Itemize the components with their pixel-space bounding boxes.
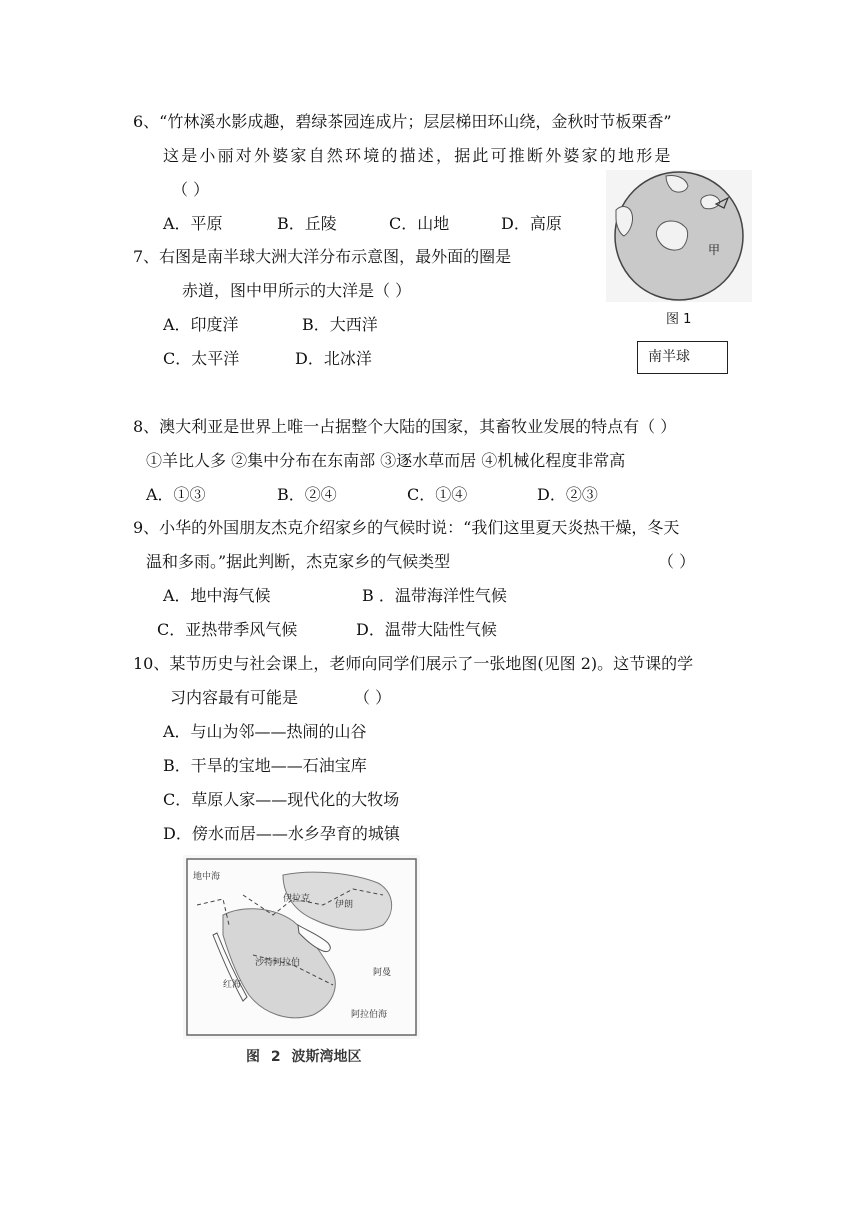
q10-option-d: D．傍水而居——水乡孕育的城镇 bbox=[163, 824, 400, 843]
q8-stem-line1: 8、澳大利亚是世界上唯一占据整个大陆的国家，其畜牧业发展的特点有（ ） bbox=[133, 417, 677, 436]
q8-option-b: B．②④ bbox=[277, 485, 337, 504]
q8-option-d: D．②③ bbox=[537, 485, 598, 504]
q10-option-c: C．草原人家——现代化的大牧场 bbox=[163, 790, 400, 809]
q6-option-d: D．高原 bbox=[501, 214, 562, 233]
fig2-caption: 图 2 波斯湾地区 bbox=[246, 1049, 362, 1065]
fig1-label-jia: 甲 bbox=[708, 243, 721, 257]
q9-stem-line2: 温和多雨。”据此判断，杰克家乡的气候类型 bbox=[146, 552, 451, 571]
q8-option-a: A．①③ bbox=[146, 485, 206, 504]
q9-option-b: B ．温带海洋性气候 bbox=[362, 586, 507, 605]
q7-option-c: C．太平洋 bbox=[163, 349, 240, 368]
q7-option-a: A．印度洋 bbox=[163, 315, 239, 334]
q7-option-b: B．大西洋 bbox=[302, 315, 378, 334]
q9-option-c: C．亚热带季风气候 bbox=[157, 620, 298, 639]
map-label-mediterranean: 地中海 bbox=[193, 872, 221, 882]
q9-answer-blank: （ ） bbox=[658, 552, 696, 571]
q7-stem-line2: 赤道，图中甲所示的大洋是（ ） bbox=[182, 281, 412, 300]
southern-hemisphere-map bbox=[606, 170, 752, 302]
map-label-saudi: 沙特阿拉伯 bbox=[255, 958, 301, 968]
q6-option-a: A．平原 bbox=[163, 214, 223, 233]
map-label-iran: 伊朗 bbox=[335, 900, 354, 910]
q6-stem-line2: 这是小丽对外婆家自然环境的描述，据此可推断外婆家的地形是 bbox=[163, 146, 673, 165]
persian-gulf-map bbox=[183, 855, 420, 1039]
q9-option-a: A．地中海气候 bbox=[163, 586, 271, 605]
q6-stem-line1: 6、“竹林溪水影成趣，碧绿茶园连成片；层层梯田环山绕，金秋时节板栗香” bbox=[133, 112, 672, 131]
q10-answer-blank: （ ） bbox=[354, 688, 392, 707]
map-label-arabian-sea: 阿拉伯海 bbox=[351, 1010, 388, 1020]
q9-stem-line1: 9、小华的外国朋友杰克介绍家乡的气候时说：“我们这里夏天炎热干燥，冬天 bbox=[133, 518, 680, 537]
q7-option-d: D．北冰洋 bbox=[295, 349, 372, 368]
q9-option-d: D．温带大陆性气候 bbox=[356, 620, 497, 639]
q8-statements: ①羊比人多 ②集中分布在东南部 ③逐水草而居 ④机械化程度非常高 bbox=[146, 451, 626, 470]
map-label-red-sea: 红海 bbox=[223, 980, 242, 990]
map-label-oman: 阿曼 bbox=[373, 968, 392, 978]
q10-stem-line2: 习内容最有可能是 bbox=[170, 688, 299, 707]
q6-option-b: B．丘陵 bbox=[277, 214, 337, 233]
q6-option-c: C．山地 bbox=[389, 214, 450, 233]
q8-option-c: C．①④ bbox=[407, 485, 468, 504]
q10-option-a: A．与山为邻——热闹的山谷 bbox=[163, 722, 367, 741]
q7-stem-line1: 7、右图是南半球大洲大洋分布示意图，最外面的圈是 bbox=[133, 247, 512, 266]
fig1-caption: 图 1 bbox=[666, 312, 692, 327]
q10-option-b: B．干旱的宝地——石油宝库 bbox=[163, 756, 367, 775]
map-label-iraq: 伊拉克 bbox=[283, 894, 311, 904]
q10-stem-line1: 10、某节历史与社会课上，老师向同学们展示了一张地图(见图 2)。这节课的学 bbox=[133, 654, 694, 673]
q6-answer-blank: （ ） bbox=[172, 180, 210, 199]
hemisphere-label-box: 南半球 bbox=[637, 341, 728, 374]
